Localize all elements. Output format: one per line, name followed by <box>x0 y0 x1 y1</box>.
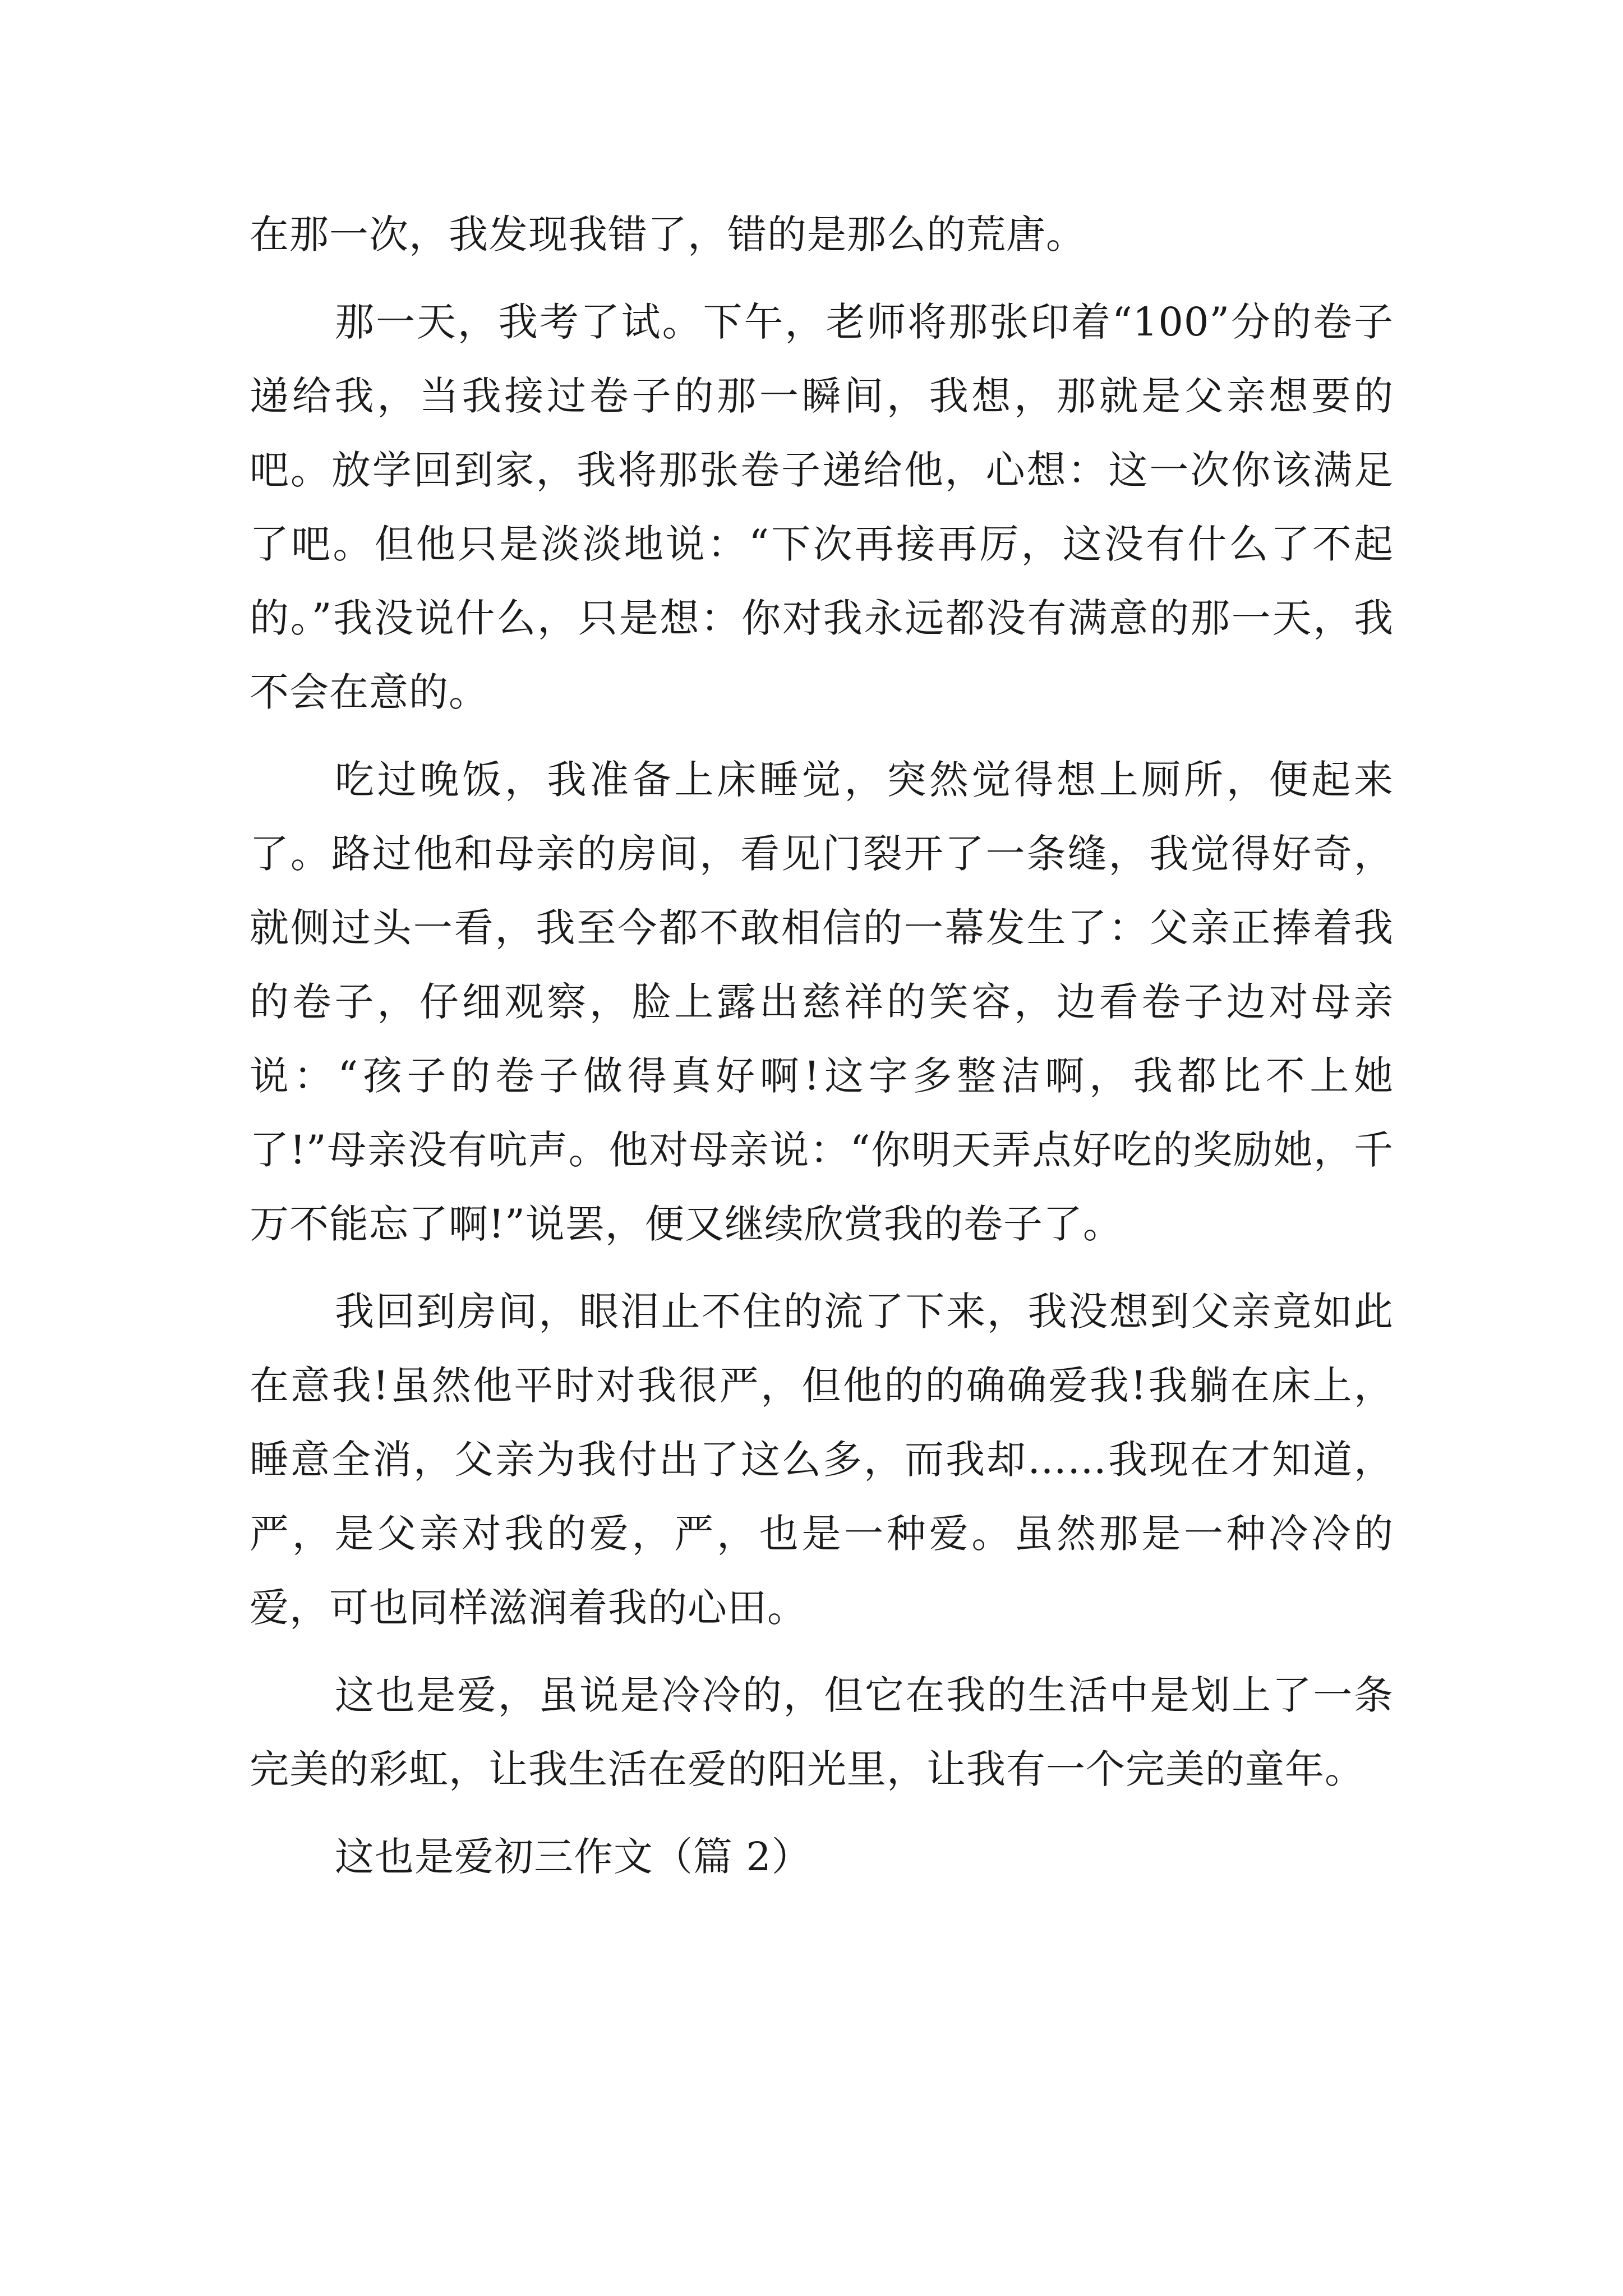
paragraph-3: 吃过晚饭，我准备上床睡觉，突然觉得想上厕所，便起来了。路过他和母亲的房间，看见门裂开了一条缝，我觉得好奇，就侧过头一看，我至今都不敢相信的一幕发生了：父亲正捧着我的卷子，仔细观察，脸上露出慈祥的笑容，边看卷子边对母亲说：“孩子的卷子做得真好啊!这字多整洁啊，我都比不上她了!”母亲没有吭声。他对母亲说：“你明天弄点好吃的奖励她，千万不能忘了啊!”说罢，便又继续欣赏我的卷子了。 <box>250 757 1394 1247</box>
paragraph-5: 这也是爱，虽说是冷冷的，但它在我的生活中是划上了一条完美的彩虹，让我生活在爱的阳光里，让我有一个完美的童年。 <box>250 1672 1394 1792</box>
paragraph-2: 那一天，我考了试。下午，老师将那张印着“100”分的卷子递给我，当我接过卷子的那一瞬间，我想，那就是父亲想要的吧。放学回到家，我将那张卷子递给他，心想：这一次你该满足了吧。但他只是淡淡地说：“下次再接再厉，这没有什么了不起的。”我没说什么，只是想：你对我永远都没有满意的那一天，我不会在意的。 <box>250 299 1394 715</box>
section-heading: 这也是爱初三作文（篇 2） <box>335 1834 811 1880</box>
paragraph-4: 我回到房间，眼泪止不住的流了下来，我没想到父亲竟如此在意我!虽然他平时对我很严，但他的的确确爱我!我躺在床上，睡意全消，父亲为我付出了这么多，而我却……我现在才知道，严，是父亲对我的爱，严，也是一种爱。虽然那是一种冷冷的爱，可也同样滋润着我的心田。 <box>250 1289 1394 1631</box>
document-body <box>250 197 1394 1894</box>
paragraph-1: 在那一次，我发现我错了，错的是那么的荒唐。 <box>250 211 1086 257</box>
